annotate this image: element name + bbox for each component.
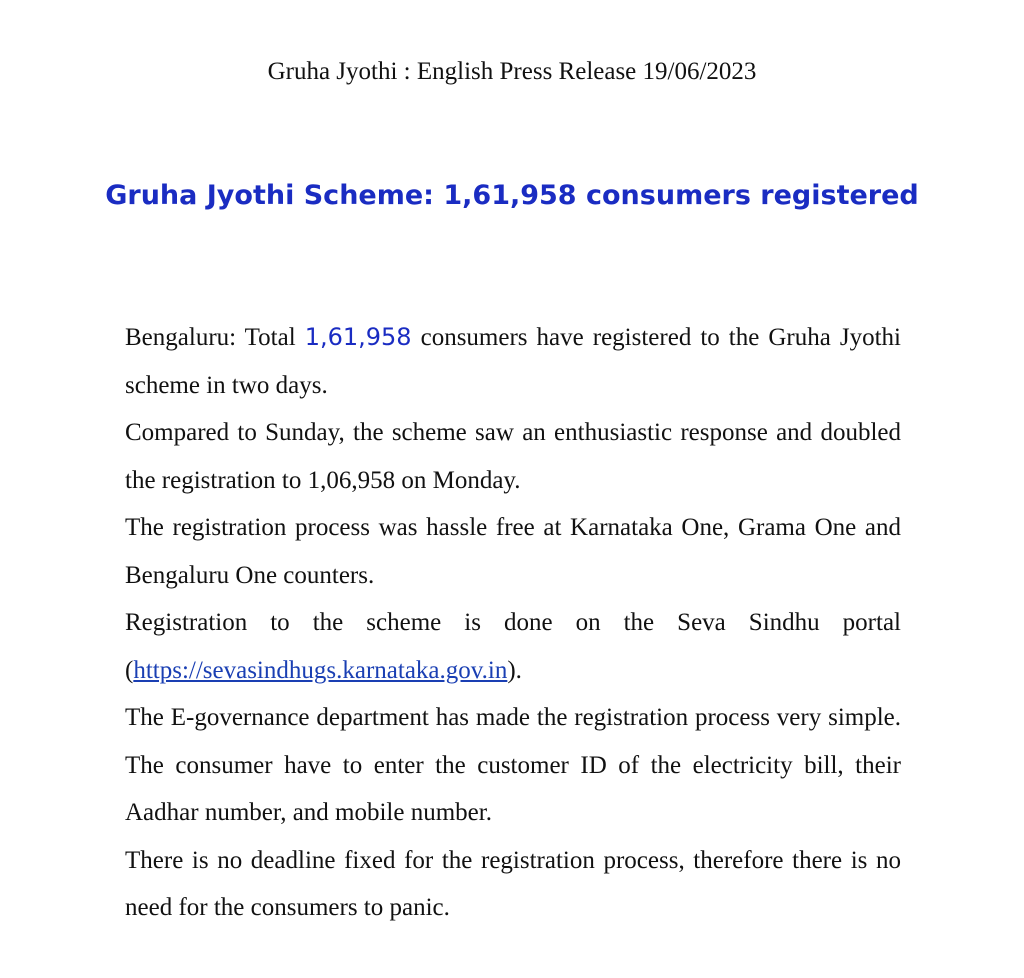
paragraph-no-deadline: There is no deadline fixed for the registration process, therefore there is no need for the consumers to panic. xyxy=(125,846,901,921)
paragraph-egovernance: The E-governance department has made the registration process very simple. The consumer have to enter the customer ID of the electricity bill, their Aadhar number, and mobile number. xyxy=(125,704,901,826)
paragraph-text: consumers have registered to the Gruha Jyothi scheme in two days. xyxy=(125,324,901,399)
paragraph-monday-registrations: Compared to Sunday, the scheme saw an enthusiastic response and doubled the registration to 1,06,958 on Monday. xyxy=(125,419,901,494)
seva-sindhu-portal-link[interactable]: https://sevasindhugs.karnataka.gov.in xyxy=(133,656,508,684)
release-title-line: Gruha Jyothi : English Press Release 19/06/2023 xyxy=(267,58,757,85)
paragraph-portal xyxy=(125,599,901,694)
paragraph-text: ). xyxy=(507,656,522,684)
paragraph-text: Bengaluru: Total xyxy=(125,324,305,351)
paragraph-text: Registration to the scheme is done on the Seva Sindhu portal ( xyxy=(125,609,901,684)
page-title: Gruha Jyothi Scheme: 1,61,958 consumers registered xyxy=(105,180,919,211)
paragraph-counters: The registration process was hassle free at Karnataka One, Grama One and Bengaluru One counters. xyxy=(125,514,901,589)
paragraph-total-registrations xyxy=(125,314,901,409)
highlighted-count: 1,61,958 xyxy=(304,323,412,351)
press-release-body xyxy=(125,314,901,932)
